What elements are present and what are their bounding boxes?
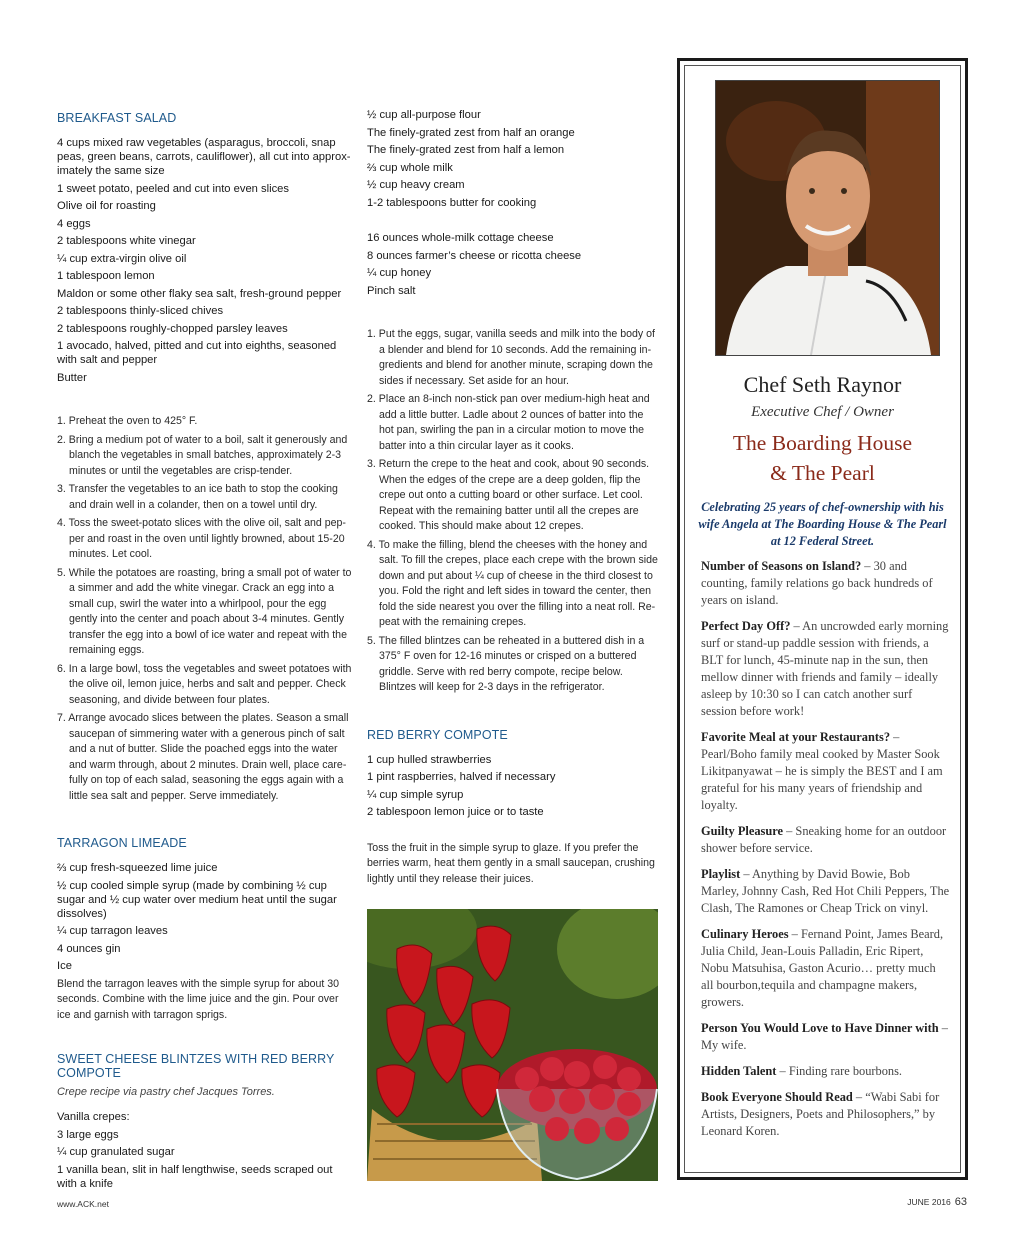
method-text: Toss the fruit in the simple syrup to glaze. If you prefer the berries warm, heat them gently in a small saucepan, crushing lightly until they release their juices. [367,841,655,885]
ingredient: ½ cup heavy cream [367,179,465,191]
qa-item [701,1063,950,1080]
qa-item [701,866,950,917]
method-text: Blend the tarragon leaves with the simple syrup for about 30 seconds. Combine with the lime juice and the gin. Pour over ice and garnish with tarragon sprigs. [57,977,340,1021]
ingredient-list [57,136,352,385]
qa-item [701,1089,950,1140]
qa-item [701,823,950,857]
chef-profile-sidebar [677,58,968,1180]
ingredient: ⅔ cup fresh-squeezed lime juice [57,862,218,874]
footer-issue [907,1196,967,1208]
step: 3. Transfer the vegetables to an ice bath to stop the cooking and drain well in a colander, then on a towel until dry. [57,483,338,511]
section-heading: TARRAGON LIMEADE [57,836,187,850]
ingredient: 2 tablespoons roughly-chopped parsley leaves [57,322,288,335]
qa-question: Hidden Talent [701,1064,777,1078]
ingredient: 1 pint raspberries, halved if necessary [367,771,556,783]
footer-site: www.ACK.net [57,1199,109,1209]
ingredient: ¼ cup tarragon leaves [57,925,168,937]
section-heading: RED BERRY COMPOTE [367,727,508,742]
qa-question: Favorite Meal at your Restaurants? [701,730,891,744]
qa-answer: – “Wabi Sabi for Artists, Designers, Poets and Philosophers,” by Leonard Koren. [701,1090,940,1138]
step-list [57,414,352,804]
step: 4. Toss the sweet-potato slices with the olive oil, salt and pep-per and roast in the oven until lightly browned, about 15-20 minutes. Let cool. [57,517,346,560]
qa-question: Perfect Day Off? [701,619,791,633]
restaurant-name [685,428,960,488]
ingredient: 2 tablespoons white vinegar [57,235,196,247]
chef-portrait-illustration [716,81,939,355]
qa-item [701,618,950,720]
chef-portrait [715,80,940,356]
qa-item [701,729,950,814]
section-heading: BREAKFAST SALAD [57,111,177,125]
page-number: 63 [954,1196,967,1208]
qa-answer: – Pearl/Boho family meal cooked by Master Sook Likitpanyawat – he is simply the BEST and I am grateful for his many years of friendship and loyalty. [701,730,943,812]
ingredient: 1 tablespoon lemon [57,270,155,282]
step-list [367,327,659,696]
column-middle [367,108,659,887]
ingredient: 4 eggs [57,217,91,230]
ingredient: 16 ounces whole-milk cottage cheese [367,232,554,244]
chef-role: Executive Chef / Owner [751,404,894,420]
ingredient: 1-2 tablespoons butter for cooking [367,196,537,209]
qa-answer: – An uncrowded early morning surf or stand-up paddle session with friends, a BLT for lunch, 45-minute nap in the sun, then mellow dinner with friends and family – ideally asleep by 10:30 so I can catch another surf session before work! [701,619,949,718]
ingredient: 1 vanilla bean, slit in half lengthwise, seeds scraped out with a knife [57,1163,333,1190]
qa-list [701,558,950,1149]
tagline: Celebrating 25 years of chef-ownership with his wife Angela at The Boarding House & The Pearl at 12 Federal Street. [698,500,947,548]
issue-date: JUNE 2016 [907,1197,951,1207]
sidebar-frame [684,65,961,1173]
step: 7. Arrange avocado slices between the plates. Season a small saucepan of simmering water with a generous pinch of salt and a nut of butter. Slide the poached eggs into the water and warm through, about 2 minutes. Drain well, place care-fully on top of each salad, seasoning the eggs again with a little sea salt and pepper. Serve immediately. [57,712,349,802]
ingredient: The finely-grated zest from half a lemon [367,144,565,156]
qa-question: Number of Seasons on Island? [701,559,862,573]
step: 1. Put the eggs, sugar, vanilla seeds and milk into the body of a blender and blend for 10 seconds. Add the remaining in-gredients and blend for another minute, scraping down the sides if necessary. Set aside for an hour. [367,328,655,387]
recipe-note: Crepe recipe via pastry chef Jacques Torres. [57,1086,275,1098]
qa-question: Culinary Heroes [701,927,789,941]
step: 6. In a large bowl, toss the vegetables and sweet potatoes with the olive oil, lemon juice, herbs and salt and pepper. Check seasoning, and divide between four plates. [57,662,352,706]
step: 5. The filled blintzes can be reheated in a buttered dish in a 375° F oven for 12-16 minutes or crisped on a buttered griddle. Serve with red berry compote, recipe below. Blintzes will keep for 2-3 days in the refrigerator. [367,634,645,693]
qa-question: Person You Would Love to Have Dinner with [701,1021,939,1035]
step: 2. Place an 8-inch non-stick pan over medium-high heat and add a little butter. Ladle about 2 ounces of batter into the hot pan, swirling the pan in a circular motion to move the batter into a thin circular layer as it cooks. [367,393,650,452]
restaurant-name-line-2: & The Pearl [770,461,875,485]
step: 5. While the potatoes are roasting, bring a small pot of water to a simmer and add the white vinegar. Crack an egg into a small cup, swirl the water into a whirlpool, pour the egg gently into the center and poach about 3-4 minutes. Gently transfer the egg into a bowl of ice water and repeat with the remaining eggs. [57,566,352,656]
ingredient: 3 large eggs [57,1128,119,1141]
ingredient: Butter [57,371,87,384]
step: 3. Return the crepe to the heat and cook, about 90 seconds. When the edges of the crepe are a deep golden, flip the crepe out onto a cutting board or other surface. Let cool. Repeat with the remaining batter until all the crepes are cooked. This should make about 12 crepes. [367,458,650,532]
step: 2. Bring a medium pot of water to a boil, salt it generously and blanch the vegetables in small batches, approximately 2-3 minutes or until the vegetables are crisp-tender. [57,433,348,477]
ingredient: ½ cup all-purpose flour [367,109,481,121]
qa-item [701,558,950,609]
step: 1. Preheat the oven to 425° F. [57,415,198,427]
ingredient: 1 sweet potato, peeled and cut into even slices [57,182,289,195]
ingredient: Vanilla crepes: [57,1111,130,1123]
ingredient: ¼ cup simple syrup [367,788,464,801]
column-left [57,108,352,1194]
qa-answer: – Anything by David Bowie, Bob Marley, Johnny Cash, Red Hot Chili Peppers, The Clash, The Ramones or Cheap Trick on vinyl. [701,867,950,915]
ingredient: 8 ounces farmer’s cheese or ricotta cheese [367,249,582,262]
ingredient: ⅔ cup whole milk [367,161,453,174]
qa-answer: – My wife. [701,1021,948,1052]
qa-answer: – 30 and counting, family relations go back hundreds of years on island. [701,559,933,607]
berries-photo [367,909,658,1181]
qa-item [701,1020,950,1054]
ingredient: 4 cups mixed raw vegetables (asparagus, broccoli, snap peas, green beans, carrots, cauliflower), all cut into approx-imately the same size [57,137,351,177]
ingredient: ¼ cup granulated sugar [57,1146,175,1158]
qa-answer: – Fernand Point, James Beard, Julia Child, Jean-Louis Palladin, Eric Ripert, Nobu Matsuhisa, Gaston Acurio… pretty much all bourbon,tequila and champagne makers, growers. [701,927,944,1009]
ingredient: Maldon or some other flaky sea salt, fresh-ground pepper [57,287,342,300]
ingredient: 4 ounces gin [57,942,121,955]
ingredient: 2 tablespoon lemon juice or to taste [367,806,544,818]
step: 4. To make the filling, blend the cheeses with the honey and salt. To fill the crepes, place each crepe with the brown side down and put about ¼ cup of cheese in the third closest to you. Fold the right and left sides in toward the center, then fold the side nearest you over the filling into a neat roll. Re-peat with the remaining crepes. [367,538,658,628]
ingredient: The finely-grated zest from half an orange [367,126,575,139]
ingredient: ¼ cup honey [367,267,432,279]
ingredient: Ice [57,960,72,972]
ingredient: Olive oil for roasting [57,200,156,212]
ingredient: ¼ cup extra-virgin olive oil [57,252,187,265]
chef-name: Chef Seth Raynor [743,372,902,397]
qa-answer: – Finding rare bourbons. [776,1064,903,1078]
qa-item [701,926,950,1011]
qa-question: Guilty Pleasure [701,824,784,838]
section-heading: SWEET CHEESE BLINTZES WITH RED BERRY COMPOTE [57,1052,335,1080]
ingredient: ½ cup cooled simple syrup (made by combining ½ cup sugar and ½ cup water over medium heat until the sugar dissolves) [57,879,337,920]
ingredient: 2 tablespoons thinly-sliced chives [57,305,224,317]
ingredient: 1 avocado, halved, pitted and cut into eighths, seasoned with salt and pepper [57,340,337,366]
qa-question: Playlist [701,867,741,881]
ingredient: Pinch salt [367,284,416,297]
qa-question: Book Everyone Should Read [701,1090,853,1104]
ingredient: 1 cup hulled strawberries [367,753,492,766]
restaurant-name-line-1: The Boarding House [732,431,913,455]
qa-answer: – Sneaking home for an outdoor shower before service. [701,824,947,855]
berries-illustration [367,909,658,1181]
